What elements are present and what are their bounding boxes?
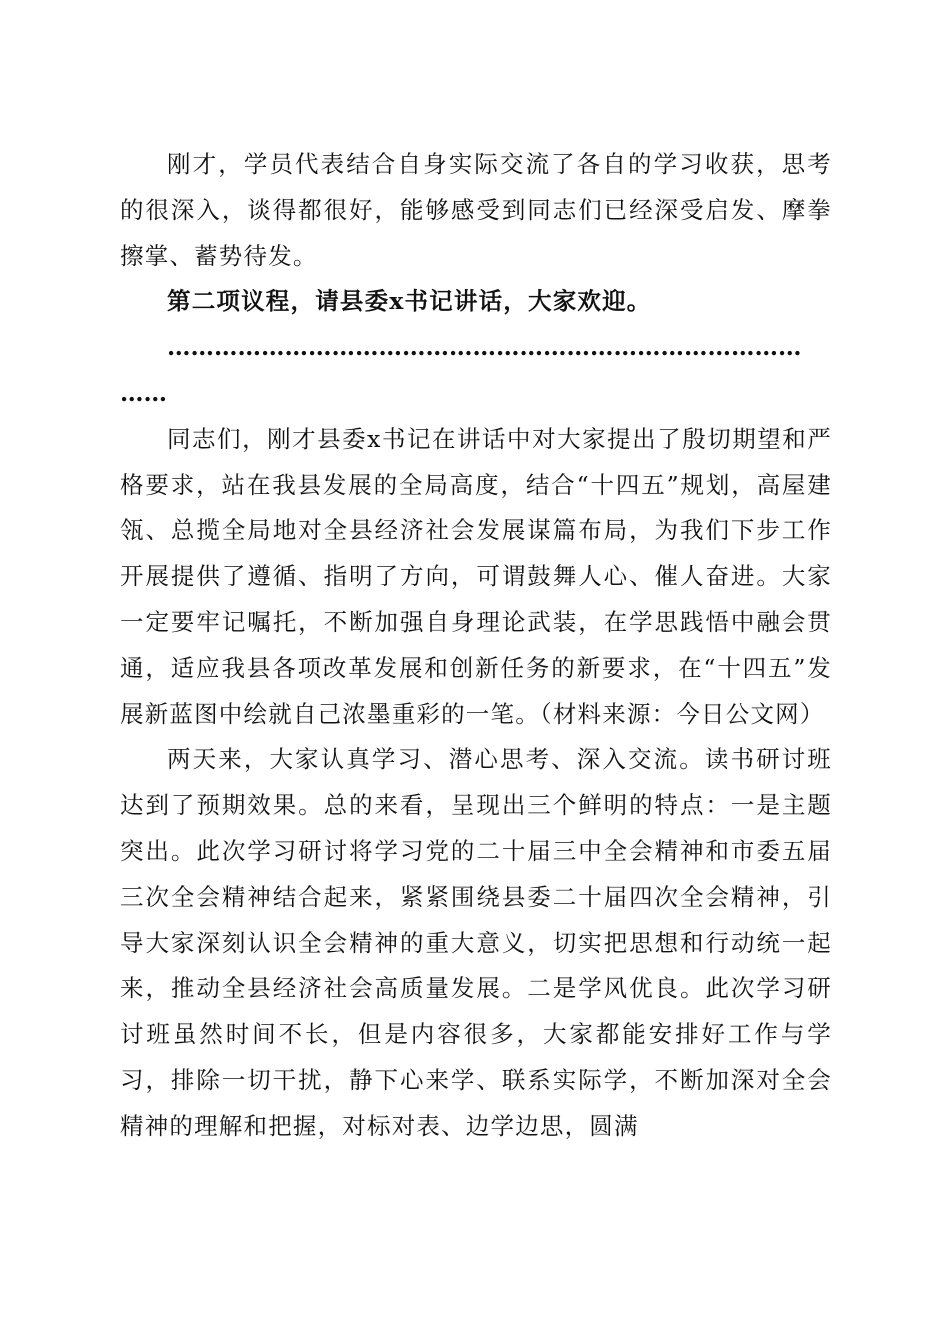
ellipsis-line: ……………………………………………………………………… [167, 333, 802, 362]
document-page [120, 142, 832, 1150]
paragraph-agenda-item: 第二项议程，请县委x书记讲话，大家欢迎。 [167, 287, 652, 316]
paragraph-opening: 刚才，学员代表结合自身实际交流了各自的学习收获，思考的很深入，谈得都很好，能够感受到同志们已经深受启发、摩拳擦掌、蓄势待发。 [120, 150, 832, 270]
paragraph-review: 两天来，大家认真学习、潜心思考、深入交流。读书研讨班达到了预期效果。总的来看，呈现出三个鲜明的特点：一是主题突出。此次学习研讨将学习党的二十届三中全会精神和市委五届三次全会精神结合起来，紧紧围绕县委二十届四次全会精神，引导大家深刻认识全会精神的重大意义，切实把思想和行动统一起来，推动全县经济社会高质量发展。二是学风优良。此次学习研讨班虽然时间不长，但是内容很多，大家都能安排好工作与学习，排除一切干扰，静下心来学、联系实际学，不断加深对全会精神的理解和把握，对标对表、边学边思，圆满 [120, 745, 832, 1140]
ellipsis-line-tail: …… [120, 378, 167, 407]
paragraph-summary: 同志们，刚才县委x书记在讲话中对大家提出了殷切期望和严格要求，站在我县发展的全局高度，结合“十四五”规划，高屋建瓴、总揽全局地对全县经济社会发展谋篇布局，为我们下步工作开展提供了遵循、指明了方向，可谓鼓舞人心、催人奋进。大家一定要牢记嘱托，不断加强自身理论武装，在学思践悟中融会贯通，适应我县各项改革发展和创新任务的新要求，在“十四五”发展新蓝图中绘就自己浓墨重彩的一笔。（材料来源：今日公文网） [120, 424, 832, 728]
